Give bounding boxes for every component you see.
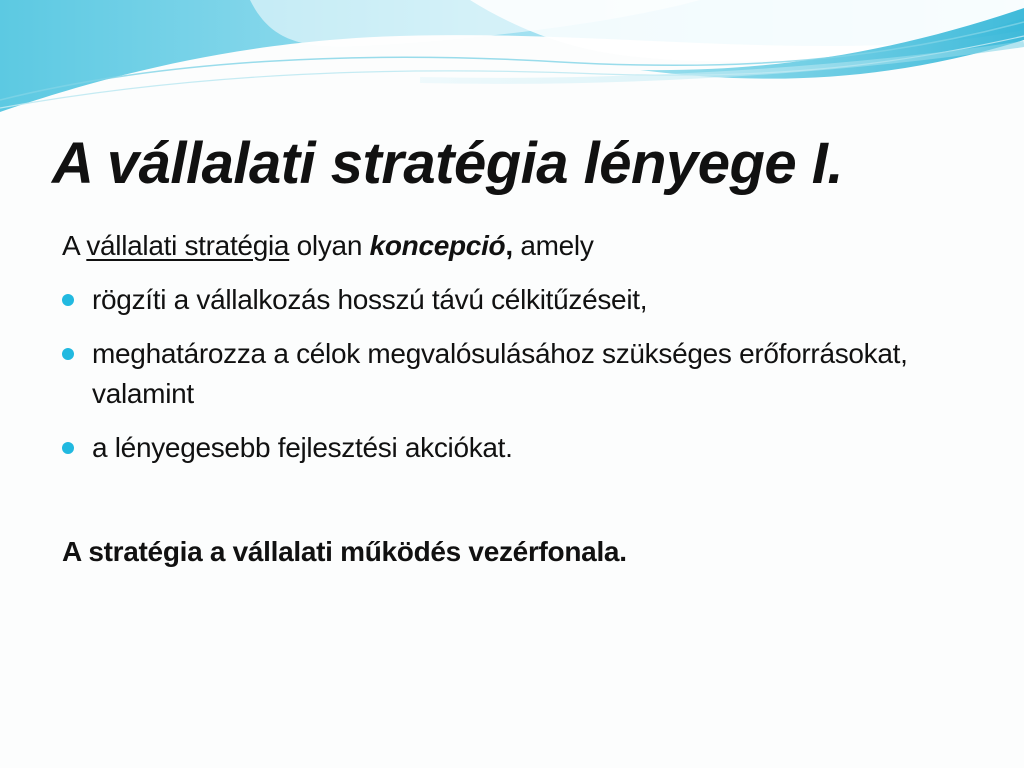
conclusion-text: A stratégia a vállalati működés vezérfonala. bbox=[62, 536, 627, 567]
bullet-item bbox=[62, 428, 962, 468]
intro-sentence bbox=[62, 226, 962, 266]
intro-comma: , bbox=[505, 230, 513, 261]
slide-body bbox=[62, 226, 962, 482]
header-wave-decoration bbox=[0, 0, 1024, 120]
bullet-text: meghatározza a célok megvalósulásához szükséges erőforrásokat, valamint bbox=[92, 338, 908, 409]
intro-underlined-term: vállalati stratégia bbox=[86, 230, 290, 261]
bullet-text: a lényegesebb fejlesztési akciókat. bbox=[92, 432, 513, 463]
intro-middle: olyan bbox=[289, 230, 370, 261]
intro-concept: koncepció bbox=[369, 230, 506, 261]
bullet-dot-icon bbox=[62, 294, 74, 306]
slide-title: A vállalati stratégia lényege I. bbox=[52, 131, 843, 196]
bullet-list bbox=[62, 280, 962, 468]
bullet-item bbox=[62, 280, 962, 320]
intro-suffix: amely bbox=[512, 230, 594, 261]
bullet-item bbox=[62, 334, 962, 414]
bullet-dot-icon bbox=[62, 442, 74, 454]
bullet-text: rögzíti a vállalkozás hosszú távú célkitűzéseit, bbox=[92, 284, 648, 315]
intro-prefix: A bbox=[62, 230, 87, 261]
bullet-dot-icon bbox=[62, 348, 74, 360]
